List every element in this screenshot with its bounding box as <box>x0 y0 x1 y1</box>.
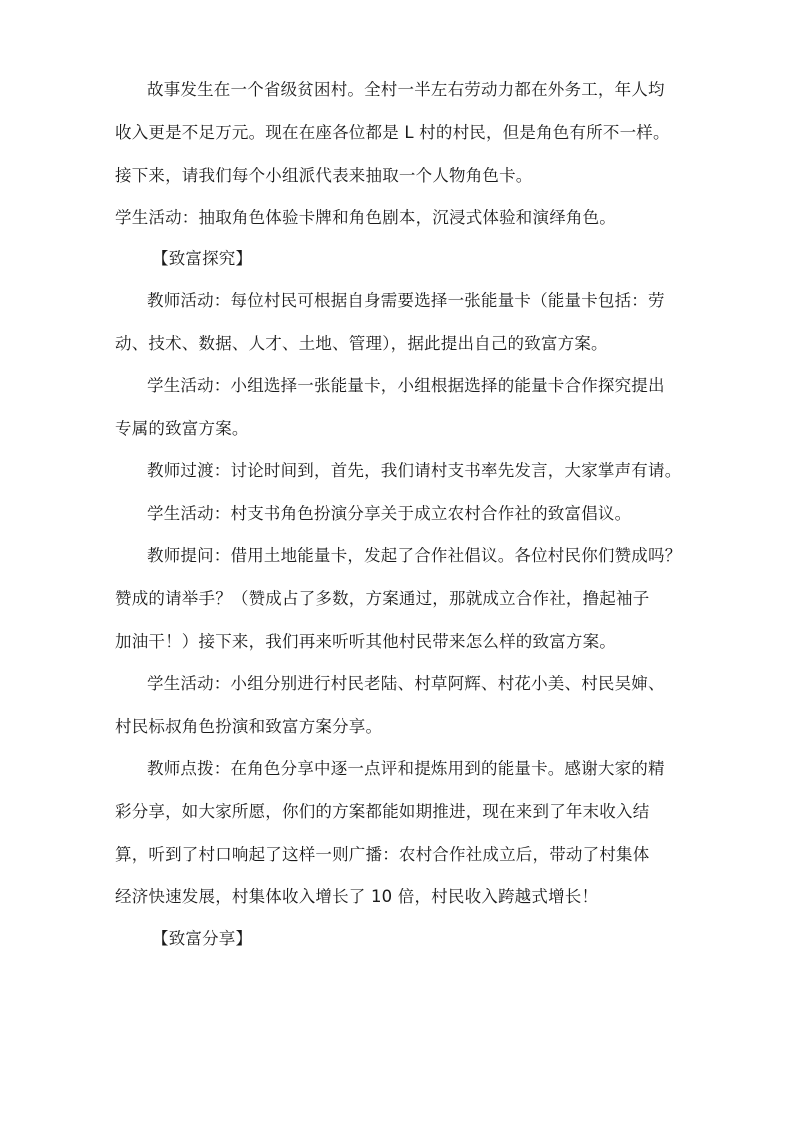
paragraph-line: 学生活动：村支书角色扮演分享关于成立农村合作社的致富倡议。 <box>147 504 632 523</box>
paragraph-line: 专属的致富方案。 <box>115 419 249 438</box>
paragraph-line: 加油干！）接下来，我们再来听听其他村民带来怎么样的致富方案。 <box>115 632 616 651</box>
paragraph-line: 彩分享，如大家所愿，你们的方案都能如期推进，现在来到了年末收入结 <box>115 802 650 821</box>
paragraph-line: 收入更是不足万元。现在在座各位都是 L 村的村民，但是角色有所不一样。 <box>115 123 670 142</box>
paragraph-line: 经济快速发展，村集体收入增长了 10 倍，村民收入跨越式增长！ <box>115 887 599 906</box>
paragraph-line: 村民标叔角色扮演和致富方案分享。 <box>115 717 383 736</box>
paragraph-line: 故事发生在一个省级贫困村。全村一半左右劳动力都在外务工，年人均 <box>147 80 665 99</box>
paragraph-line: 教师提问：借用土地能量卡，发起了合作社倡议。各位村民你们赞成吗？ <box>147 546 682 565</box>
paragraph-line: 算，听到了村口响起了这样一则广播：农村合作社成立后，带动了村集体 <box>115 845 650 864</box>
paragraph-line: 学生活动：抽取角色体验卡牌和角色剧本，沉浸式体验和演绎角色。 <box>115 208 616 227</box>
paragraph-line: 教师过渡：讨论时间到，首先，我们请村支书率先发言，大家掌声有请。 <box>147 461 682 480</box>
paragraph-line: 赞成的请举手？（赞成占了多数，方案通过，那就成立合作社，撸起袖子 <box>115 589 650 608</box>
section-heading: 【致富探究】 <box>152 249 253 268</box>
paragraph-line: 接下来，请我们每个小组派代表来抽取一个人物角色卡。 <box>115 166 533 185</box>
paragraph-line: 教师点拨：在角色分享中逐一点评和提炼用到的能量卡。感谢大家的精 <box>147 759 665 778</box>
paragraph-line: 动、技术、数据、人才、土地、管理），据此提出自己的致富方案。 <box>115 334 608 353</box>
paragraph-line: 教师活动：每位村民可根据自身需要选择一张能量卡（能量卡包括：劳 <box>147 291 665 310</box>
section-heading: 【致富分享】 <box>152 929 253 948</box>
paragraph-line: 学生活动：小组分别进行村民老陆、村草阿辉、村花小美、村民吴婶、 <box>147 674 665 693</box>
paragraph-line: 学生活动：小组选择一张能量卡，小组根据选择的能量卡合作探究提出 <box>147 376 665 395</box>
